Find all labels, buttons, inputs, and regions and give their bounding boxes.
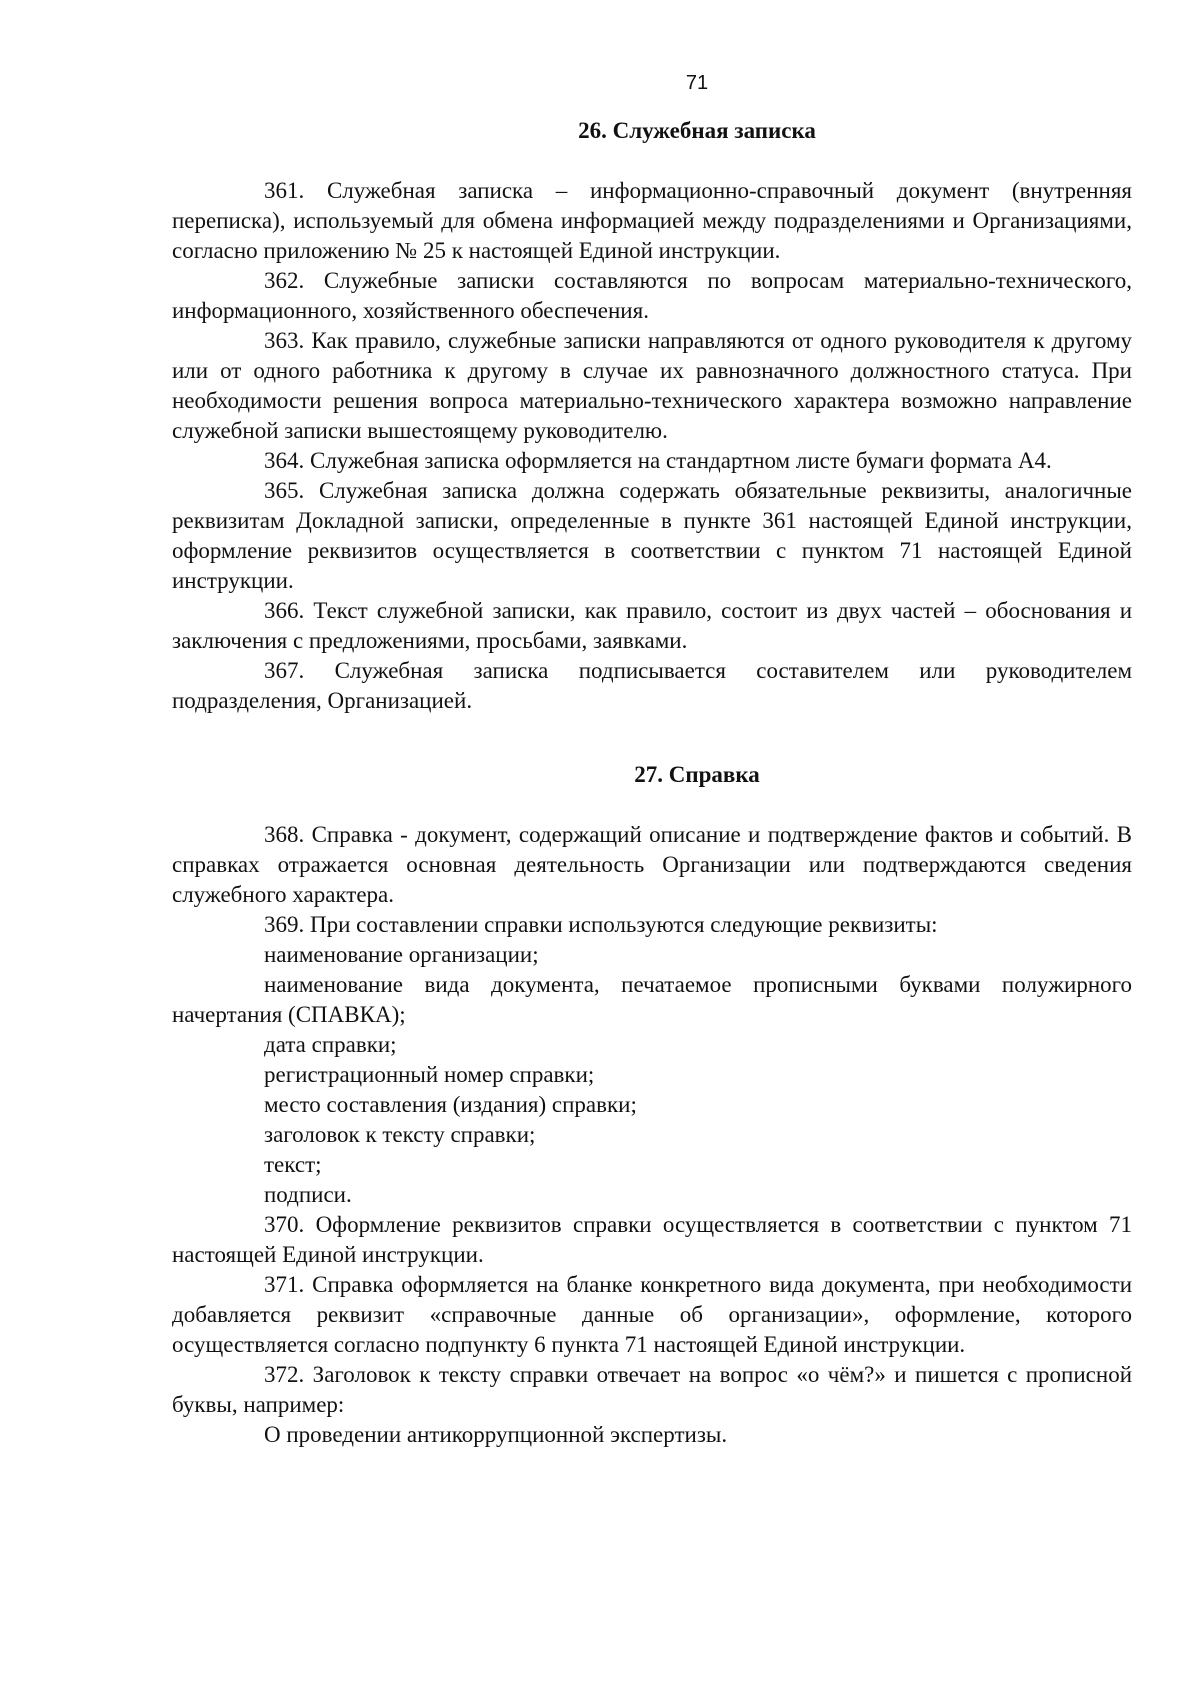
list-item: наименование вида документа, печатаемое прописными буквами полужирного начертания (СПАВКА); [172,972,1132,1027]
paragraph-372: 372. Заголовок к тексту справки отвечает на вопрос «о чём?» и пишется с прописной буквы, например: [172,1362,1132,1417]
list-item: текст; [264,1152,322,1177]
list-item: заголовок к тексту справки; [264,1122,536,1147]
paragraph-370: 370. Оформление реквизитов справки осуществляется в соответствии с пунктом 71 настоящей Единой инструкции. [172,1212,1132,1267]
example-text: О проведении антикоррупционной экспертизы. [264,1422,728,1447]
section-26-title: 26. Служебная записка [578,118,816,143]
paragraph-371: 371. Справка оформляется на бланке конкретного вида документа, при необходимости добавляется реквизит «справочные данные об организации», оформление, которого осуществляется согласно подпункту 6 пункта 71 настоящей Единой инструкции. [172,1272,1132,1357]
paragraph-361: 361. Служебная записка – информационно-справочный документ (внутренняя переписка), используемый для обмена информацией между подразделениями и Организациями, согласно приложению № 25 к настоящей Единой инструкции. [172,178,1132,263]
list-item: подписи. [264,1182,352,1207]
paragraph-368: 368. Справка - документ, содержащий описание и подтверждение фактов и событий. В справках отражается основная деятельность Организации или подтверждаются сведения служебного характера. [172,822,1132,907]
paragraph-367: 367. Служебная записка подписывается составителем или руководителем подразделения, Организацией. [172,658,1132,713]
paragraph-364: 364. Служебная записка оформляется на стандартном листе бумаги формата А4. [264,448,1052,473]
list-item: регистрационный номер справки; [264,1062,595,1087]
paragraph-366: 366. Текст служебной записки, как правило, состоит из двух частей – обоснования и заключения с предложениями, просьбами, заявками. [172,598,1132,653]
section-27-title: 27. Справка [634,762,760,787]
paragraph-362: 362. Служебные записки составляются по вопросам материально-технического, информационного, хозяйственного обеспечения. [172,268,1132,323]
page-number: 71 [685,72,709,94]
list-item: место составления (издания) справки; [264,1092,637,1117]
list-item: дата справки; [264,1032,397,1057]
list-item: наименование организации; [264,942,539,967]
paragraph-369: 369. При составлении справки используются следующие реквизиты: [264,912,938,937]
paragraph-365: 365. Служебная записка должна содержать обязательные реквизиты, аналогичные реквизитам Докладной записки, определенные в пункте 361 настоящей Единой инструкции, оформление реквизитов осуществляется в соответствии с пунктом 71 настоящей Единой инструкции. [172,478,1132,593]
paragraph-363: 363. Как правило, служебные записки направляются от одного руководителя к другому или от одного работника к другому в случае их равнозначного должностного статуса. При необходимости решения вопроса материально-технического характера возможно направление служебной записки вышестоящему руководителю. [172,328,1132,443]
